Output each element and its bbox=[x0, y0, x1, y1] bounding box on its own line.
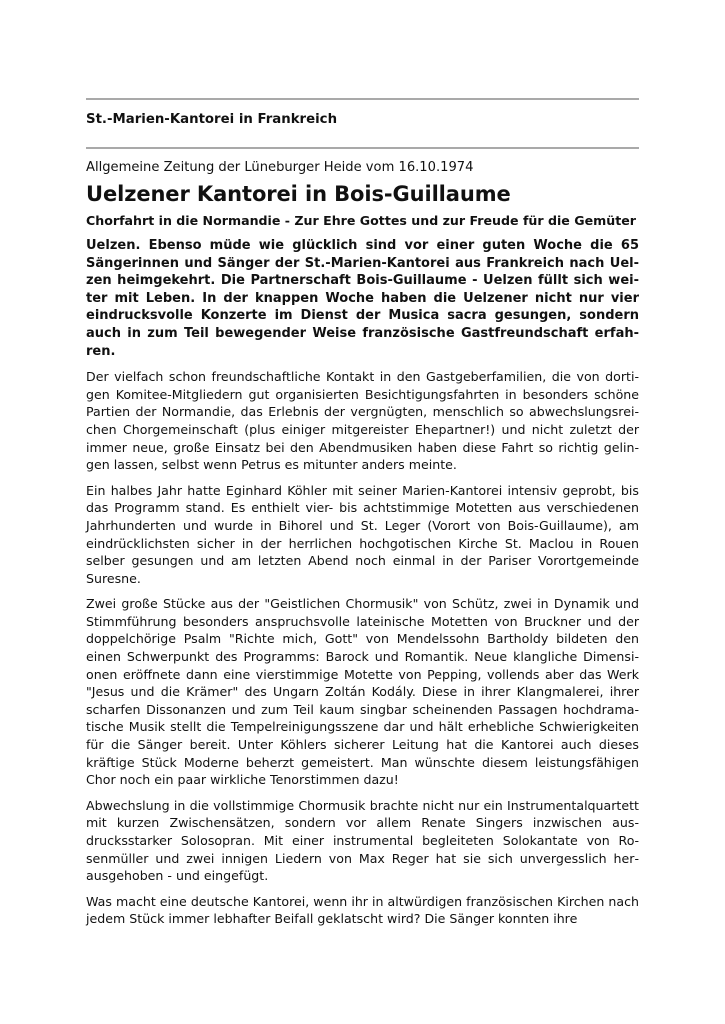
document-page bbox=[86, 98, 639, 928]
body-paragraph-3: Zwei große Stücke aus der "Geistlichen Chormusik" von Schütz, zwei in Dynamik und Stimmführung besonders anspruchsvolle lateinische Motetten von Bruckner und der doppelchörige Psalm "Richte mich, Gott" von Mendelssohn Bartholdy bildeten den einen Schwerpunkt des Programms: Barock und Romantik. Neue klangliche Dimensionen eröffnete dann eine vierstimmige Motette von Pepping, vollends aber das Werk "Jesus und die Krämer" des Ungarn Zoltán Kodály. Diese in ihrer Klangmalerei, ihrer scharfen Dissonanzen und zum Teil kaum singbar scheinenden Passagen hochdramatische Musik stellt die Tempelreinigungsszene dar und hält erhebliche Schwierigkeiten für die Sänger bereit. Unter Köhlers sicherer Leitung hat die Kantorei auch dieses kräftige Stück Moderne beherzt gemeistert. Man wünschte diesem leistungsfähigen Chor noch ein paar wirkliche Tenorstimmen dazu! bbox=[86, 596, 639, 788]
body-paragraph-4: Abwechslung in die vollstimmige Chormusik brachte nicht nur ein Instrumentalquartett mit kurzen Zwischensätzen, sondern vor allem Renate Singers inzwischen ausdrucksstarker Solosopran. Mit einer instrumental begleiteten Solokantate von Rosenmüller und zwei innigen Liedern von Max Reger hat sie sich unvergesslich herausgehoben - und eingefügt. bbox=[86, 797, 639, 884]
body-paragraph-5: Was macht eine deutsche Kantorei, wenn ihr in altwürdigen französischen Kirchen nach jedem Stück immer lebhafter Beifall geklatscht wird? Die Sänger konnten ihre bbox=[86, 893, 639, 927]
body-paragraph-1: Der vielfach schon freundschaftliche Kontakt in den Gastgeberfamilien, die von dortigen Komitee-Mitgliedern gut organisierten Besichtigungsfahrten in besonders schöne Partien der Normandie, das Erlebnis der vergnügten, menschlich so abwechslungsreichen Chorgemeinschaft (plus einiger mitgereister Ehepartner!) und nicht zuletzt der immer neue, große Einsatz bei den Abendmusiken haben diese Fahrt so richtig gelingen lassen, selbst wenn Petrus es mitunter anders meinte. bbox=[86, 369, 639, 473]
article-lead: Uelzen. Ebenso müde wie glücklich sind vor einer guten Woche die 65 Sängerinnen und Sänger der St.-Marien-Kantorei aus Frankreich nach Uelzen heimgekehrt. Die Partnerschaft Bois-Guillaume - Uelzen füllt sich weiter mit Leben. In der knappen Woche haben die Uelzener nicht nur vier eindrucksvolle Konzerte im Dienst der Musica sacra gesungen, sondern auch in zum Teil bewegender Weise französische Gastfreundschaft erfahren. bbox=[86, 238, 639, 359]
section-divider bbox=[86, 147, 639, 149]
top-divider bbox=[86, 98, 639, 100]
source-line: Allgemeine Zeitung der Lüneburger Heide vom 16.10.1974 bbox=[86, 160, 474, 175]
article-headline: Uelzener Kantorei in Bois-Guillaume bbox=[86, 182, 511, 206]
section-title: St.-Marien-Kantorei in Frankreich bbox=[86, 112, 338, 127]
article-subheadline: Chorfahrt in die Normandie - Zur Ehre Gottes und zur Freude für die Gemüter bbox=[86, 213, 636, 228]
body-paragraph-2: Ein halbes Jahr hatte Eginhard Köhler mit seiner Marien-Kantorei intensiv geprobt, bis das Programm stand. Es enthielt vier- bis achtstimmige Motetten aus verschiedenen Jahrhunderten und wurde in Bihorel und St. Leger (Vorort von Bois-Guillaume), am eindrücklichsten sicher in der herrlichen hochgotischen Kirche St. Maclou in Rouen selber gesungen und am letzten Abend noch einmal in der Pariser Vorortgemeinde Suresne. bbox=[86, 482, 639, 586]
